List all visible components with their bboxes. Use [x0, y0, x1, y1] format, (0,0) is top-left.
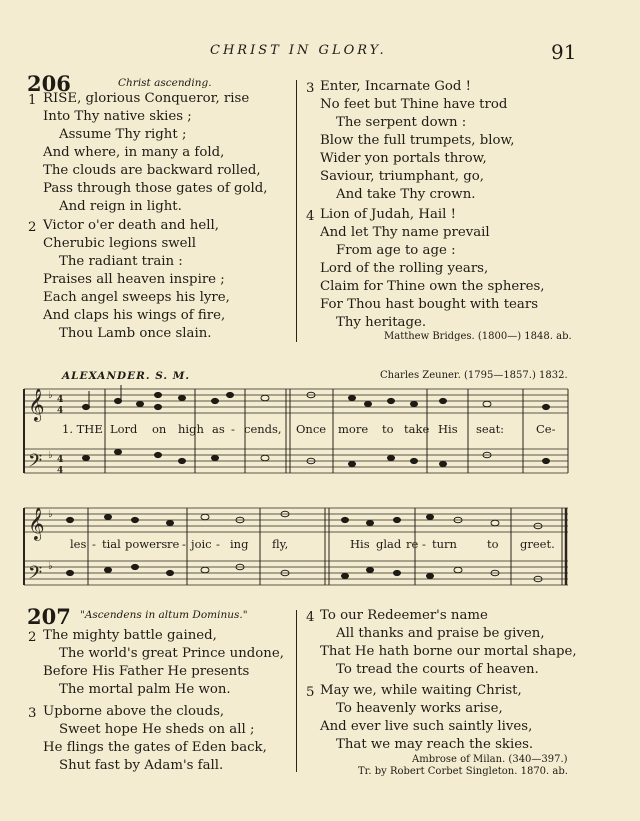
- verse-line: Praises all heaven inspire ;: [43, 272, 225, 287]
- lyric-syllable: cends,: [244, 422, 282, 436]
- hymn-206-attribution: Matthew Bridges. (1800—) 1848. ab.: [384, 331, 572, 342]
- svg-text:4: 4: [57, 406, 64, 416]
- svg-text:♭: ♭: [48, 390, 53, 401]
- bass-clef-icon: 𝄢: [28, 451, 43, 476]
- verse-line: And reign in light.: [59, 199, 182, 214]
- verse-number: 2: [28, 220, 37, 235]
- verse-line: The radiant train :: [59, 254, 183, 269]
- lyric-syllable: seat:: [476, 422, 505, 436]
- verse-line: Saviour, triumphant, go,: [320, 169, 484, 184]
- verse-line: For Thou hast bought with tears: [320, 297, 539, 312]
- verse-line: The mortal palm He won.: [59, 682, 231, 697]
- verse-line: The mighty battle gained,: [43, 628, 217, 643]
- verse-line: Before His Father He presents: [43, 664, 250, 679]
- verse-line: RISE, glorious Conqueror, rise: [43, 91, 250, 106]
- lyric-syllable: take: [404, 422, 430, 436]
- verse-line: To our Redeemer's name: [320, 608, 488, 623]
- lyric-syllable: fly,: [272, 537, 289, 551]
- verse-number: 3: [306, 81, 315, 96]
- hymn-206-number: 206: [27, 71, 71, 96]
- hymn-206-title: Christ ascending.: [118, 77, 212, 89]
- lyric-syllable: ing: [230, 537, 249, 551]
- verse-line: That we may reach the skies.: [336, 737, 534, 752]
- verse-line: To tread the courts of heaven.: [336, 662, 539, 677]
- column-divider: [296, 610, 297, 772]
- verse-line: Shut fast by Adam's fall.: [59, 758, 224, 773]
- verse-number: 4: [306, 209, 315, 224]
- svg-text:4: 4: [57, 395, 64, 405]
- verse-line: And where, in many a fold,: [43, 145, 225, 160]
- verse-number: 2: [28, 630, 37, 645]
- lyric-syllable: His: [350, 537, 370, 551]
- verse-line: From age to age :: [336, 243, 456, 258]
- lyric-syllable: glad: [376, 537, 402, 551]
- verse-line: That He hath borne our mortal shape,: [320, 644, 577, 659]
- verse-line: The world's great Prince undone,: [59, 646, 284, 661]
- lyric-syllable: His: [438, 422, 458, 436]
- lyric-syllable: more: [338, 422, 369, 436]
- lyric-syllable: greet.: [520, 537, 555, 551]
- verse-line: He flings the gates of Eden back,: [43, 740, 267, 755]
- svg-text:4: 4: [57, 466, 64, 476]
- lyric-syllable: tial: [102, 537, 121, 551]
- svg-text:♭: ♭: [48, 509, 53, 520]
- lyric-syllable: re: [167, 537, 180, 551]
- verse-line: Lord of the rolling years,: [320, 261, 489, 276]
- hymn-207-number: 207: [27, 604, 71, 629]
- lyric-syllable: turn: [432, 537, 457, 551]
- lyric-syllable: Lord: [110, 422, 138, 436]
- verse-line: All thanks and praise be given,: [336, 626, 545, 641]
- verse-line: Enter, Incarnate God !: [320, 79, 472, 94]
- hymn-207-title: "Ascendens in altum Dominus.": [80, 609, 248, 621]
- svg-text:4: 4: [57, 455, 64, 465]
- verse-line: And claps his wings of fire,: [43, 308, 226, 323]
- page-number: 91: [551, 40, 577, 64]
- lyric-syllable: les: [70, 537, 87, 551]
- verse-line: Blow the full trumpets, blow,: [320, 133, 515, 148]
- verse-line: May we, while waiting Christ,: [320, 683, 522, 698]
- lyric-syllable: Once: [296, 422, 327, 436]
- lyric-syllable: high: [178, 422, 204, 436]
- treble-clef-icon: 𝄞: [28, 507, 45, 540]
- lyric-syllable: to: [382, 422, 394, 436]
- verse-line: To heavenly works arise,: [336, 701, 503, 716]
- tune-name: ALEXANDER. S. M.: [62, 370, 190, 382]
- running-title: CHRIST IN GLORY.: [210, 43, 387, 58]
- hymn-207-attribution-author: Ambrose of Milan. (340—397.): [412, 754, 568, 765]
- verse-number: 1: [28, 93, 37, 108]
- verse-number: 4: [306, 610, 315, 625]
- verse-line: Cherubic legions swell: [43, 236, 197, 251]
- verse-line: Thy heritage.: [336, 315, 427, 330]
- lyric-syllable: on: [152, 422, 167, 436]
- verse-line: And let Thy name prevail: [320, 225, 490, 240]
- verse-line: Pass through those gates of gold,: [43, 181, 268, 196]
- lyric-syllable: as: [212, 422, 225, 436]
- lyric-syllable: re: [406, 537, 419, 551]
- verse-line: Lion of Judah, Hail !: [320, 207, 456, 222]
- verse-line: Sweet hope He sheds on all ;: [59, 722, 255, 737]
- lyric-syllable: -: [422, 537, 426, 551]
- bass-clef-icon: 𝄢: [28, 563, 43, 588]
- verse-line: Victor o'er death and hell,: [43, 218, 219, 233]
- verse-line: And ever live such saintly lives,: [320, 719, 533, 734]
- verse-line: And take Thy crown.: [336, 187, 476, 202]
- verse-line: Each angel sweeps his lyre,: [43, 290, 230, 305]
- tune-composer: Charles Zeuner. (1795—1857.) 1832.: [380, 370, 568, 381]
- verse-line: Thou Lamb once slain.: [59, 326, 212, 341]
- verse-number: 3: [28, 706, 37, 721]
- svg-text:♭: ♭: [48, 561, 53, 572]
- verse-line: Assume Thy right ;: [59, 127, 187, 142]
- verse-line: Into Thy native skies ;: [43, 109, 192, 124]
- lyric-syllable: -: [92, 537, 96, 551]
- treble-clef-icon: 𝄞: [28, 388, 45, 421]
- verse-line: Wider yon portals throw,: [320, 151, 487, 166]
- lyric-syllable: joic: [191, 537, 212, 551]
- lyric-syllable: -: [182, 537, 186, 551]
- lyric-syllable: powers: [125, 537, 168, 551]
- verse-line: Claim for Thine own the spheres,: [320, 279, 545, 294]
- svg-text:♭: ♭: [48, 450, 53, 461]
- lyric-syllable: Ce-: [536, 422, 556, 436]
- lyric-syllable: to: [487, 537, 499, 551]
- hymn-207-attribution-translator: Tr. by Robert Corbet Singleton. 1870. ab.: [358, 766, 568, 777]
- verse-line: The serpent down :: [336, 115, 467, 130]
- lyric-syllable: 1. THE: [62, 422, 103, 436]
- verse-number: 5: [306, 685, 315, 700]
- lyric-syllable: -: [216, 537, 220, 551]
- verse-line: The clouds are backward rolled,: [43, 163, 261, 178]
- verse-line: No feet but Thine have trod: [320, 97, 508, 112]
- lyric-syllable: -: [231, 422, 235, 436]
- verse-line: Upborne above the clouds,: [43, 704, 225, 719]
